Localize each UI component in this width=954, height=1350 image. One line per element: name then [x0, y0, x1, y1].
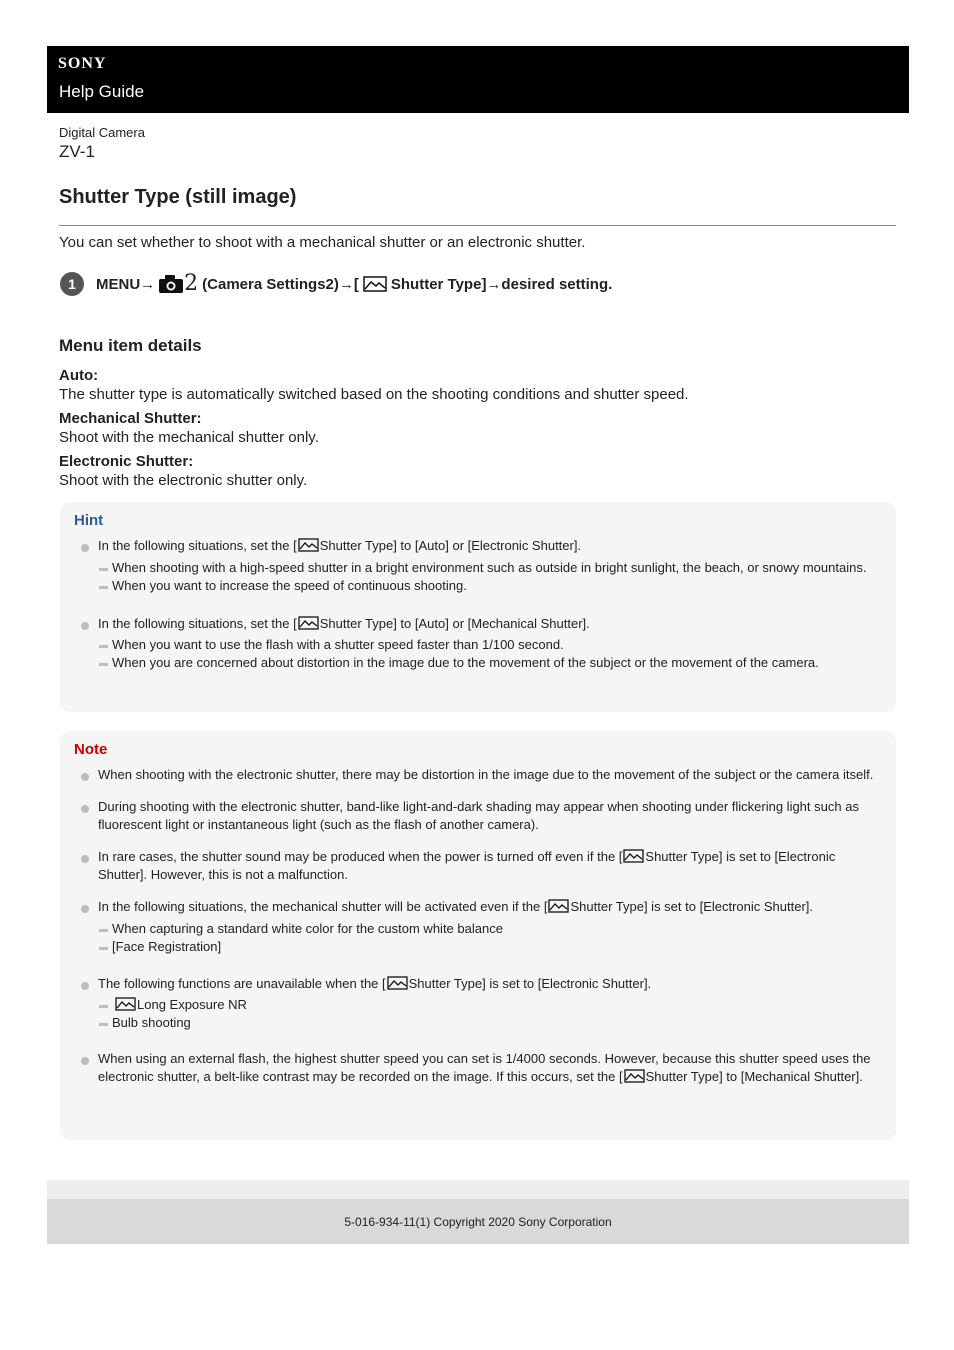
dash-icon — [99, 947, 108, 950]
note-item: In the following situations, the mechanical shutter will be activated even if the [ Shutter Type] is set to [Electronic Shutter]. — [74, 898, 882, 916]
camera-settings-icon — [159, 273, 198, 295]
note-item: In rare cases, the shutter sound may be produced when the power is turned off even if the [ Shutter Type] is set to [Electronic Shutter]. However, this is not a malfunction. — [74, 848, 882, 884]
bullet-icon — [81, 1057, 89, 1065]
site-footer — [47, 1199, 909, 1244]
menu-details-title: Menu item details — [59, 336, 202, 355]
still-image-icon — [387, 976, 408, 991]
dash-icon — [99, 1023, 108, 1026]
dash-icon — [99, 929, 108, 932]
product-model: ZV-1 — [59, 142, 95, 161]
note-item: The following functions are unavailable when the [ Shutter Type] is set to [Electronic Shutter]. — [74, 975, 882, 993]
note-subitem: Long Exposure NR — [98, 996, 882, 1014]
shutter-type-instruction: Shutter Type]→desired setting. — [390, 275, 613, 293]
still-image-icon — [298, 538, 319, 553]
step-1 — [60, 272, 612, 296]
note-box — [60, 731, 896, 1140]
dash-icon — [99, 645, 108, 648]
title-divider — [59, 225, 896, 226]
camera-settings-label: (Camera Settings2)→[ — [202, 275, 359, 293]
hint-title: Hint — [74, 512, 104, 529]
dash-icon — [99, 586, 108, 589]
desc-mechanical-shutter: Shoot with the mechanical shutter only. — [59, 429, 319, 446]
hint-box — [60, 502, 896, 712]
sony-logo: SONY — [58, 55, 107, 72]
hint-item: In the following situations, set the [ Shutter Type] to [Auto] or [Mechanical Shutter]. — [74, 615, 882, 633]
term-auto: Auto: — [59, 367, 99, 384]
bullet-icon — [81, 622, 89, 630]
desc-electronic-shutter: Shoot with the electronic shutter only. — [59, 472, 308, 489]
menu-label: MENU→ — [96, 275, 156, 293]
hint-subitem: When you want to increase the speed of continuous shooting. — [98, 577, 882, 595]
site-header — [47, 46, 909, 113]
still-image-icon — [363, 276, 387, 293]
hint-subitem: When shooting with a high-speed shutter in a bright environment such as outside in bright sunlight, the beach, or snowy mountains. — [98, 559, 882, 577]
note-subitem: When capturing a standard white color for the custom white balance — [98, 920, 882, 938]
bullet-icon — [81, 544, 89, 552]
bullet-icon — [81, 805, 89, 813]
bullet-icon — [81, 855, 89, 863]
intro-text: You can set whether to shoot with a mechanical shutter or an electronic shutter. — [59, 234, 586, 251]
still-image-icon — [298, 616, 319, 631]
term-mechanical-shutter: Mechanical Shutter: — [59, 410, 202, 427]
camera-settings-page-number: 2 — [184, 271, 199, 296]
hint-subitem: When you are concerned about distortion in the image due to the movement of the subject or the movement of the camera. — [98, 654, 882, 672]
desc-auto: The shutter type is automatically switched based on the shooting conditions and shutter speed. — [59, 386, 689, 403]
bullet-icon — [81, 982, 89, 990]
note-subitem: Bulb shooting — [98, 1014, 882, 1032]
still-image-icon — [115, 997, 136, 1012]
dash-icon — [99, 1005, 108, 1008]
note-item: When shooting with the electronic shutter, there may be distortion in the image due to the movement of the subject or the camera itself. — [74, 766, 882, 784]
dash-icon — [99, 663, 108, 666]
term-electronic-shutter: Electronic Shutter: — [59, 453, 194, 470]
note-item: During shooting with the electronic shutter, band-like light-and-dark shading may appear when shooting under flickering light such as fluorescent light or instantaneous light (such as the flash of another camera). — [74, 798, 882, 834]
hint-item: In the following situations, set the [ Shutter Type] to [Auto] or [Electronic Shutter]. — [74, 537, 882, 555]
dash-icon — [99, 568, 108, 571]
still-image-icon — [548, 899, 569, 914]
still-image-icon — [624, 1069, 645, 1084]
bullet-icon — [81, 773, 89, 781]
bullet-icon — [81, 905, 89, 913]
help-guide-link[interactable]: Help Guide — [59, 82, 145, 101]
note-title: Note — [74, 741, 108, 758]
product-category: Digital Camera — [59, 125, 145, 140]
note-item: When using an external flash, the highest shutter speed you can set is 1/4000 seconds. However, because this shutter speed uses the electronic shutter, a belt-like contrast may be recorded on the image. If this occurs, set the [ Shutter Type] to [Mechanical Shutter]. — [74, 1050, 882, 1086]
hint-subitem: When you want to use the flash with a shutter speed faster than 1/100 second. — [98, 636, 882, 654]
copyright-text: 5-016-934-11(1) Copyright 2020 Sony Corporation — [344, 1214, 612, 1229]
still-image-icon — [623, 849, 644, 864]
step-number-badge: 1 — [60, 272, 84, 296]
footer-spacer — [47, 1180, 909, 1199]
menu-details-list — [59, 365, 899, 496]
page-title: Shutter Type (still image) — [59, 186, 297, 208]
note-subitem: [Face Registration] — [98, 938, 882, 956]
